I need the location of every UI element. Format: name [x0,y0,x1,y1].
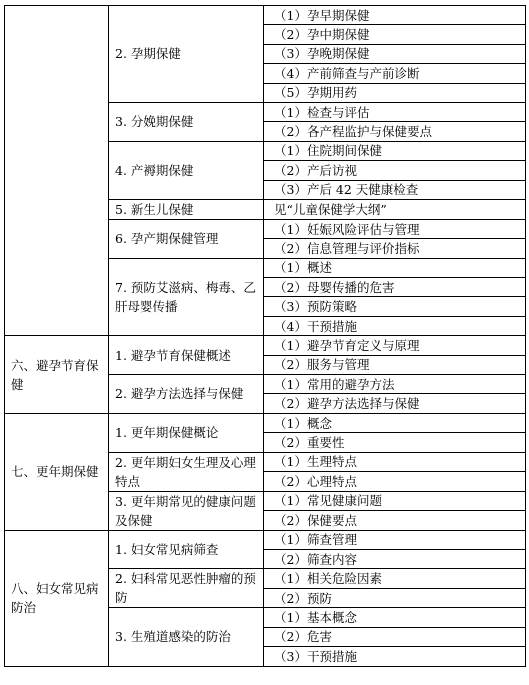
item-cell: （2）产后访视 [264,161,526,180]
topic-cell: 1. 更年期保健概论 [109,413,264,452]
item-cell: （3）预防策略 [264,297,526,316]
item-cell: （3）孕晚期保健 [264,44,526,63]
item-cell: （1）基本概念 [264,608,526,627]
item-cell: （3）产后 42 天健康检查 [264,180,526,199]
item-cell: （1）避孕节育定义与原理 [264,336,526,355]
topic-cell: 5. 新生儿保健 [109,199,264,219]
topic-cell: 1. 避孕节育保健概述 [109,336,264,375]
table-row [5,530,526,549]
section-category-cell: 八、妇女常见病防治 [5,530,109,666]
section-category-cell: 七、更年期保健 [5,413,109,530]
table-row [5,413,526,432]
item-cell: （2）心理特点 [264,472,526,492]
section-category-cell [5,6,109,336]
item-cell: （5）孕期用药 [264,83,526,102]
topic-cell: 3. 更年期常见的健康问题及保健 [109,491,264,530]
item-cell: 见“儿童保健学大纲” [264,199,526,219]
topic-cell: 2. 孕期保健 [109,6,264,103]
topic-cell: 1. 妇女常见病筛查 [109,530,264,569]
syllabus-table [4,5,526,667]
table-row [5,336,526,355]
topic-cell: 2. 避孕方法选择与保健 [109,375,264,414]
section-category-cell: 六、避孕节育保健 [5,336,109,414]
item-cell: （2）保健要点 [264,511,526,531]
topic-cell: 6. 孕产期保健管理 [109,219,264,258]
item-cell: （1）生理特点 [264,452,526,472]
item-cell: （1）孕早期保健 [264,6,526,25]
item-cell: （4）干预措施 [264,316,526,335]
item-cell: （2）预防 [264,588,526,608]
item-cell: （2）避孕方法选择与保健 [264,394,526,413]
item-cell: （1）住院期间保健 [264,141,526,160]
topic-cell: 2. 妇科常见恶性肿瘤的预防 [109,569,264,608]
item-cell: （1）妊娠风险评估与管理 [264,219,526,238]
topic-cell: 4. 产褥期保健 [109,141,264,199]
topic-cell: 3. 分娩期保健 [109,102,264,141]
item-cell: （1）常见健康问题 [264,491,526,511]
item-cell: （2）筛查内容 [264,549,526,568]
item-cell: （2）信息管理与评价指标 [264,239,526,258]
topic-cell: 3. 生殖道感染的防治 [109,608,264,666]
topic-cell: 2. 更年期妇女生理及心理特点 [109,452,264,491]
table-row [5,6,526,25]
item-cell: （2）重要性 [264,433,526,452]
item-cell: （2）各产程监护与保健要点 [264,122,526,141]
item-cell: （1）筛查管理 [264,530,526,549]
item-cell: （2）母婴传播的危害 [264,278,526,297]
item-cell: （1）概念 [264,413,526,432]
item-cell: （1）相关危险因素 [264,569,526,589]
topic-cell: 7. 预防艾滋病、梅毒、乙肝母婴传播 [109,258,264,336]
item-cell: （2）危害 [264,627,526,646]
item-cell: （2）孕中期保健 [264,25,526,44]
item-cell: （1）检查与评估 [264,102,526,121]
item-cell: （2）服务与管理 [264,355,526,374]
item-cell: （3）干预措施 [264,647,526,666]
item-cell: （4）产前筛查与产前诊断 [264,64,526,83]
item-cell: （1）概述 [264,258,526,277]
item-cell: （1）常用的避孕方法 [264,375,526,394]
